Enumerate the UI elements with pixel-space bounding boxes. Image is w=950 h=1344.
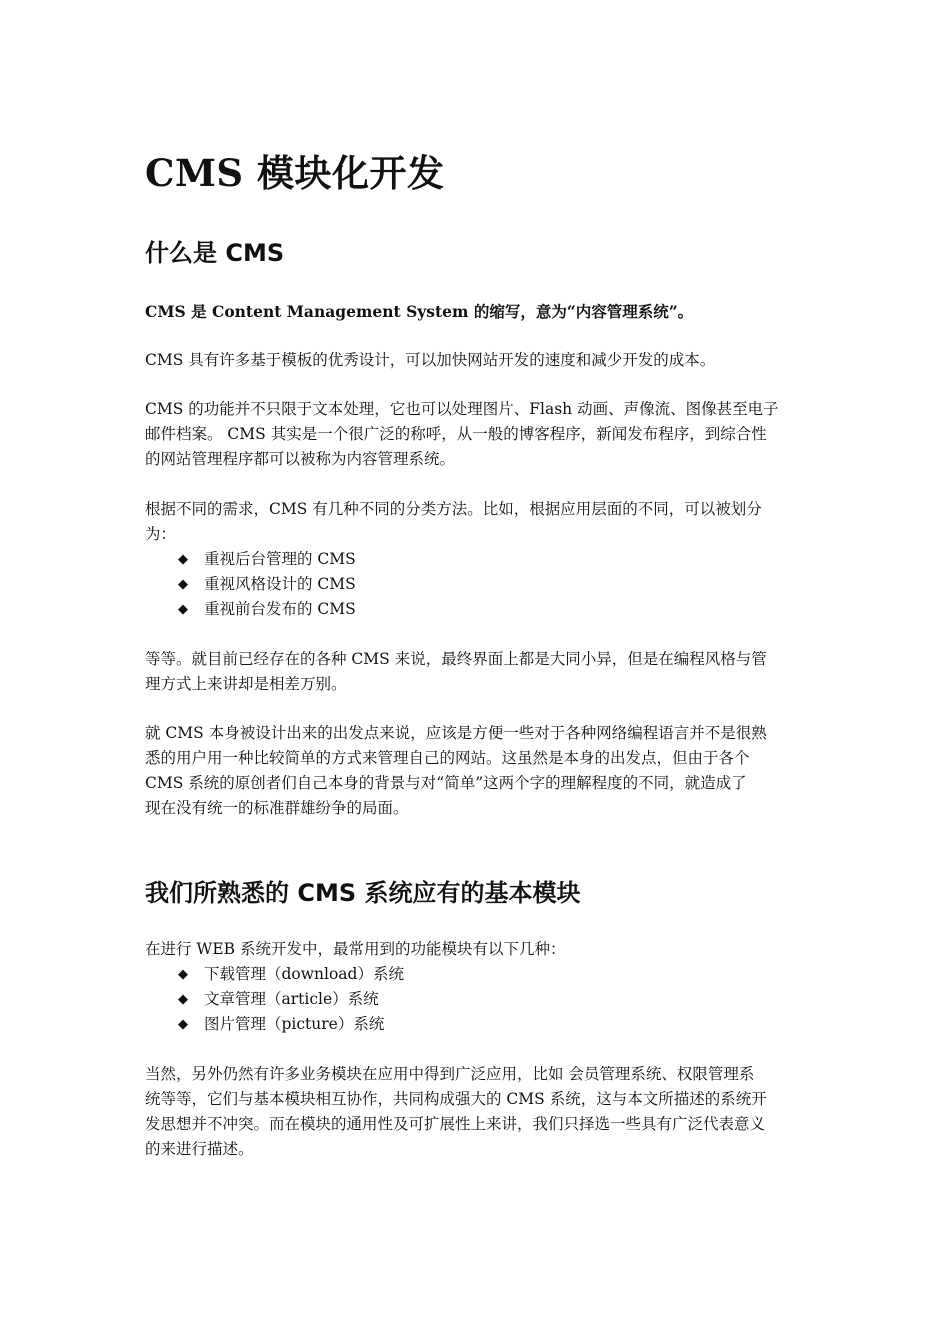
paragraph-functions (145, 397, 809, 472)
list-item-label: 文章管理（article）系统 (204, 990, 379, 1008)
text-line: 为： (145, 525, 177, 543)
list-item-label: 图片管理（picture）系统 (204, 1015, 385, 1033)
definition-paragraph: CMS 是 Content Management System 的缩写，意为“内容管理系统”。 (145, 302, 694, 321)
text-line: 的网站管理程序都可以被称为内容管理系统。 (145, 450, 456, 468)
list-item-label: 重视后台管理的 CMS (204, 550, 356, 568)
text-line: CMS 的功能并不只限于文本处理，它也可以处理图片、Flash 动画、声像流、图像甚至电子 (145, 400, 779, 418)
text-line: 发思想并不冲突。而在模块的通用性及可扩展性上来讲，我们只择选一些具有广泛代表意义 (145, 1115, 766, 1133)
list-item-label: 重视前台发布的 CMS (204, 600, 356, 618)
document-title: CMS 模块化开发 (145, 151, 445, 195)
modules-list (178, 962, 404, 1037)
list-item-label: 重视风格设计的 CMS (204, 575, 356, 593)
list-item (178, 597, 356, 622)
text-line: 等等。就目前已经存在的各种 CMS 来说，最终界面上都是大同小异，但是在编程风格与管 (145, 650, 767, 668)
diamond-bullet-icon: ◆ (178, 602, 188, 617)
paragraph-differences (145, 647, 809, 697)
text-line: 现在没有统一的标准群雄纷争的局面。 (145, 799, 409, 817)
section-heading-what-is-cms: 什么是 CMS (145, 239, 285, 267)
list-item (178, 1012, 404, 1037)
text-line: 的来进行描述。 (145, 1140, 254, 1158)
text-line: 理方式上来讲却是相差万别。 (145, 675, 347, 693)
diamond-bullet-icon: ◆ (178, 992, 188, 1007)
list-item (178, 962, 404, 987)
text-line: 邮件档案。 CMS 其实是一个很广泛的称呼，从一般的博客程序，新闻发布程序，到综合性 (145, 425, 767, 443)
paragraph-other-modules (145, 1062, 809, 1162)
diamond-bullet-icon: ◆ (178, 577, 188, 592)
list-item (178, 572, 356, 597)
text-line: 根据不同的需求，CMS 有几种不同的分类方法。比如，根据应用层面的不同，可以被划分 (145, 500, 762, 518)
paragraph-templates: CMS 具有许多基于模板的优秀设计，可以加快网站开发的速度和减少开发的成本。 (145, 351, 716, 369)
classification-list (178, 547, 356, 622)
text-line: 就 CMS 本身被设计出来的出发点来说，应该是方便一些对于各种网络编程语言并不是很熟 (145, 724, 767, 742)
text-line: 悉的用户用一种比较简单的方式来管理自己的网站。这虽然是本身的出发点，但由于各个 (145, 749, 750, 767)
section-heading-basic-modules: 我们所熟悉的 CMS 系统应有的基本模块 (145, 879, 581, 907)
diamond-bullet-icon: ◆ (178, 552, 188, 567)
text-line: 当然，另外仍然有许多业务模块在应用中得到广泛应用，比如 会员管理系统、权限管理系 (145, 1065, 755, 1083)
list-item (178, 987, 404, 1012)
text-line: 统等等，它们与基本模块相互协作，共同构成强大的 CMS 系统，这与本文所描述的系统开 (145, 1090, 767, 1108)
diamond-bullet-icon: ◆ (178, 1017, 188, 1032)
list-item-label: 下载管理（download）系统 (204, 965, 404, 983)
diamond-bullet-icon: ◆ (178, 967, 188, 982)
paragraph-modules-intro: 在进行 WEB 系统开发中，最常用到的功能模块有以下几种： (145, 940, 566, 958)
paragraph-origin (145, 721, 809, 821)
paragraph-classification (145, 497, 809, 547)
list-item (178, 547, 356, 572)
text-line: CMS 系统的原创者们自己本身的背景与对“简单”这两个字的理解程度的不同，就造成了 (145, 774, 747, 792)
